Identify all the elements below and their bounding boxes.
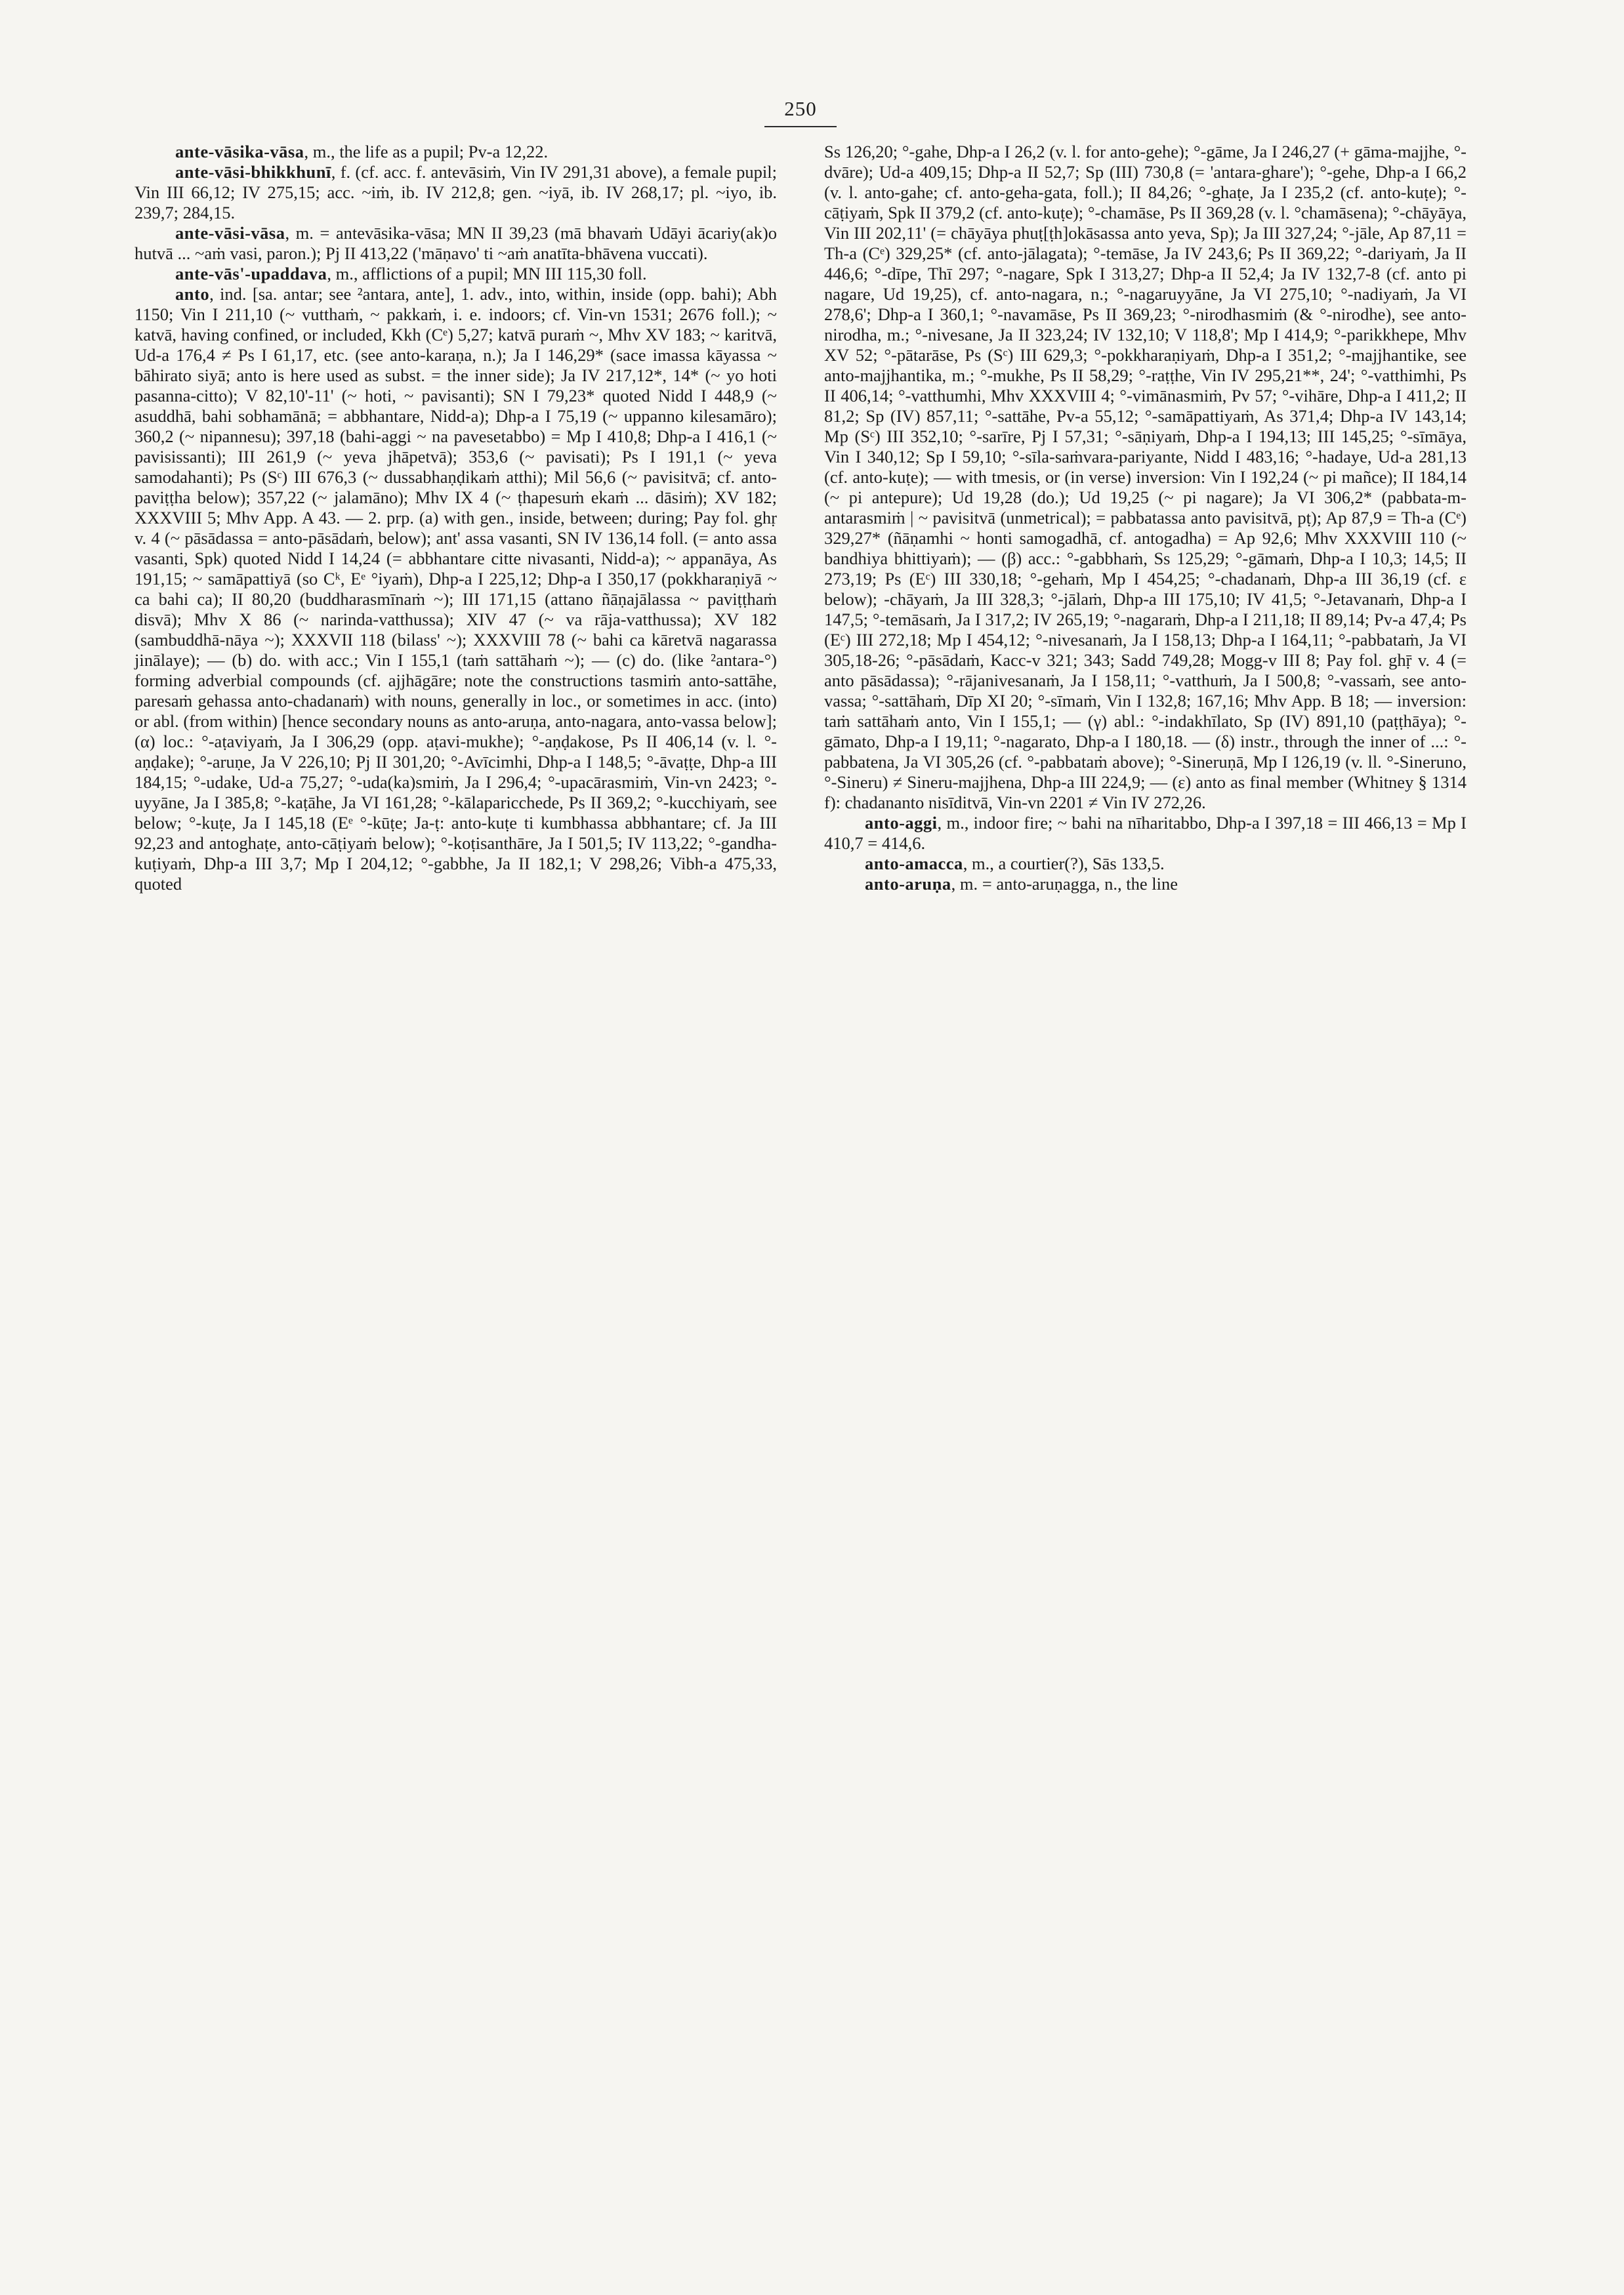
entry-body: , m., the life as a pupil; Pv-a 12,22. bbox=[304, 142, 549, 161]
page-number: 250 bbox=[764, 97, 837, 127]
entry-anto-amacca bbox=[824, 854, 1467, 874]
entry-ante-vas-upaddava bbox=[135, 264, 777, 284]
headword: ante-vās'-upaddava bbox=[175, 264, 327, 283]
text-columns bbox=[135, 142, 1467, 894]
headword: anto-aggi bbox=[865, 813, 938, 833]
entry-body: , ind. [sa. antar; see ²antara, ante], 1. adv., into, within, inside (opp. bahi); Abh 1150; Vin I 211,10 (~ vutthaṁ, ~ pakkaṁ, i. e. indoors; cf. Vin-vn 1531; 2676 foll.); ~ katvā, having confined, or included, Kkh (Cᵉ) 5,27; katvā puraṁ ~, Mhv XV 183; ~ karitvā, Ud-a 176,4 ≠ Ps I 61,17, etc. (see anto-karaṇa, n.); Ja I 146,29* (sace imassa kāyassa ~ bāhirato siyā; anto is here used as subst. = the inner side); Ja IV 217,12*, 14* (~ yo hoti pasanna-citto); V 82,10'-11' (~ hoti, ~ pavisanti); SN I 79,23* quoted Nidd I 448,9 (~ asuddhā, bahi sobhamānā; = abbhantare, Nidd-a); Dhp-a I 75,19 (~ uppanno kilesamāro); 360,2 (~ nipannesu); 397,18 (bahi-aggi ~ na pavesetabbo) = Mp I 410,8; Dhp-a I 416,1 (~ pavisissanti); III 261,9 (~ yeva jhāpetvā); 353,6 (~ pavisati); Ps I 191,1 (~ yeva samodahanti); Ps (Sᶜ) III 676,3 (~ dussabhaṇḍikaṁ atthi); Mil 56,6 (~ pavisitvā; cf. anto-paviṭṭha below); 357,22 (~ jalamāno); Mhv IX 4 (~ ṭhapesuṁ ekaṁ ... dāsiṁ); XV 182; XXXVIII 5; Mhv App. A 43. — 2. prp. (a) with gen., inside, between; during; Pay fol. ghṛ v. 4 (~ pāsādassa = anto-pāsādaṁ, below); ant' assa vasanti, SN IV 136,14 foll. (= anto assa vasanti, Spk) quoted Nidd I 14,24 (= abbhantare citte nivasanti, Nidd-a); ~ appanāya, As 191,15; ~ samāpattiyā (so Cᵏ, Eᵉ °iyaṁ), Dhp-a I 225,12; Dhp-a I 350,17 (pokkharaṇiyā ~ ca bahi ca); II 80,20 (buddharasmīnaṁ ~); III 171,15 (attano ñāṇajālassa ~ paviṭṭhaṁ disvā); Mhv X 86 (~ narinda-vatthussa); XIV 47 (~ va rāja-vatthussa); XV 182 (sambuddhā-nāya ~); XXXVII 118 (bilass' ~); XXXVIII 78 (~ bahi ca kāretvā nagarassa jinālaye); — (b) do. with acc.; Vin I 155,1 (taṁ sattāhaṁ ~); — (c) do. (like ²antara-°) forming adverbial compounds (cf. ajjhāgāre; note the constructions tasmiṁ anto-sattāhe, paresaṁ gehassa anto-chadanaṁ) with nouns, generally in loc., or sometimes in acc. (into) or abl. (from within) [hence secondary nouns as anto-aruṇa, anto-nagara, anto-vassa below]; (α) loc.: °-aṭaviyaṁ, Ja I 306,29 (opp. aṭavi-mukhe); °-aṇḍakose, Ps II 406,14 (v. l. °-aṇḍake); °-aruṇe, Ja V 226,10; Pj II 301,20; °-Avīcimhi, Dhp-a I 148,5; °-āvaṭṭe, Dhp-a III 184,15; °-udake, Ud-a 75,27; °-uda(ka)smiṁ, Ja I 296,4; °-upacārasmiṁ, Vin-vn 2423; °-uyyāne, Ja I 385,8; °-kaṭāhe, Ja VI 161,28; °-kālaparicchede, Ps II 369,2; °-kucchiyaṁ, see below; °-kuṭe, Ja I 145,18 (Eᵉ °-kūṭe; Ja-ṭ: anto-kuṭe ti kumbhassa abbhantare; cf. Ja III 92,23 and antoghaṭe, anto-cāṭiyaṁ below); °-koṭisanthāre, Ja I 501,5; IV 113,22; °-gandha-kuṭiyaṁ, Dhp-a III 3,7; Mp I 204,12; °-gabbhe, Ja II 182,1; V 298,26; Vibh-a 475,33, quoted bbox=[135, 284, 777, 894]
entry-body: , m., a courtier(?), Sās 133,5. bbox=[963, 854, 1165, 873]
entry-body: , m. = anto-aruṇagga, n., the line bbox=[951, 874, 1178, 894]
entry-anto-aggi bbox=[824, 813, 1467, 854]
headword: anto bbox=[175, 284, 210, 304]
left-column bbox=[135, 142, 777, 894]
entry-ante-vasi-vasa bbox=[135, 223, 777, 264]
entry-anto bbox=[135, 284, 777, 894]
entry-anto-aruna bbox=[824, 874, 1467, 894]
entry-body: Ss 126,20; °-gahe, Dhp-a I 26,2 (v. l. for anto-gehe); °-gāme, Ja I 246,27 (+ gāma-majjhe, °-dvāre); Ud-a 409,15; Dhp-a II 52,7; Sp (III) 730,8 (= 'antara-ghare'); °-gehe, Dhp-a I 66,2 (v. l. anto-gahe; cf. anto-geha-gata, foll.); II 84,26; °-ghaṭe, Ja I 235,2 (cf. anto-kuṭe); °-cāṭiyaṁ, Spk II 379,2 (cf. anto-kuṭe); °-chamāse, Ps II 369,28 (v. l. °chamāsena); °-chāyāya, Vin III 202,11' (= chāyāya phuṭ[ṭh]okāsassa anto yeva, Sp); Ja III 327,24; °-jāle, Ap 87,11 = Th-a (Cᵉ) 329,25* (cf. anto-jālagata); °-temāse, Ja IV 243,6; Ps II 369,22; °-dariyaṁ, Ja II 446,6; °-dīpe, Thī 297; °-nagare, Spk I 313,27; Dhp-a II 52,4; Ja IV 132,7-8 (cf. anto pi nagare, Ud 19,25), cf. anto-nagara, n.; °-nagaruyyāne, Ja VI 275,10; °-nadiyaṁ, Ja VI 278,6'; Dhp-a I 360,1; °-navamāse, Ps II 369,23; °-nirodhasmiṁ (& °-nirodhe), see anto-nirodha, m.; °-nivesane, Ja II 323,24; IV 132,10; V 118,8'; Mp I 414,9; °-parikkhepe, Mhv XV 52; °-pātarāse, Ps (Sᶜ) III 629,3; °-pokkharaṇiyaṁ, Dhp-a I 351,2; °-majjhantike, see anto-majjhantika, m.; °-mukhe, Ps II 58,29; °-raṭṭhe, Vin IV 295,21**, 24'; °-vatthimhi, Ps II 406,14; °-vatthumhi, Mhv XXXVIII 4; °-vimānasmiṁ, Pv 57; °-vihāre, Dhp-a I 411,2; II 81,2; Sp (IV) 857,11; °-sattāhe, Pv-a 55,12; °-samāpattiyaṁ, As 371,4; Dhp-a IV 143,14; Mp (Sᶜ) III 352,10; °-sarīre, Pj I 57,31; °-sāṇiyaṁ, Dhp-a I 194,13; III 145,25; °-sīmāya, Vin I 340,12; Sp I 59,10; °-sīla-saṁvara-pariyante, Nidd I 483,16; °-hadaye, Ud-a 281,13 (cf. anto-kuṭe); — with tmesis, or (in verse) inversion: Vin I 192,24 (~ pi mañce); II 184,14 (~ pi antepure); Ud 19,28 (do.); Ud 19,25 (~ pi nagare); Ja VI 306,2* (pabbata-m-antarasmiṁ | ~ pavisitvā (unmetrical); = pabbatassa anto pavisitvā, pṭ); Ap 87,9 = Th-a (Cᵉ) 329,27* (ñāṇamhi ~ honti samogadhā, cf. antogadha) = Ap 92,6; Mhv XXXVIII 110 (~ bandhiya bhittiyaṁ); — (β) acc.: °-gabbhaṁ, Ss 125,29; °-gāmaṁ, Dhp-a I 10,3; 14,5; II 273,19; Ps (Eᶜ) III 330,18; °-gehaṁ, Mp I 454,25; °-chadanaṁ, Dhp-a III 36,19 (cf. ε below); -chāyaṁ, Ja III 328,3; °-jālaṁ, Dhp-a III 175,10; IV 41,5; °-Jetavanaṁ, Dhp-a I 147,5; °-temāsaṁ, Ja I 317,2; IV 265,19; °-nagaraṁ, Dhp-a I 211,18; II 89,14; Pv-a 47,4; Ps (Eᶜ) III 272,18; Mp I 454,12; °-nivesanaṁ, Ja I 158,13; Dhp-a I 164,11; °-pabbataṁ, Ja VI 305,18-26; °-pāsādaṁ, Kacc-v 321; 343; Sadd 749,28; Mogg-v III 8; Pay fol. ghṝ v. 4 (= anto pāsādassa); °-rājanivesanaṁ, Ja I 158,11; °-vatthuṁ, Ja I 500,8; °-vassaṁ, see anto-vassa; °-sattāhaṁ, Dīp XI 20; °-sīmaṁ, Vin I 132,8; 167,16; Mhv App. B 18; — inversion: taṁ sattāhaṁ anto, Vin I 155,1; — (γ) abl.: °-indakhīlato, Sp (IV) 891,10 (paṭṭhāya); °-gāmato, Dhp-a I 19,11; °-nagarato, Dhp-a I 180,18. — (δ) instr., through the inner of ...: °-pabbatena, Ja VI 305,26 (cf. °-pabbataṁ above); °-Sineruṇā, Mp I 126,19 (v. ll. °-Sineruno, °-Sineru) ≠ Sineru-majjhena, Dhp-a III 224,9; — (ε) anto as final member (Whitney § 1314 f): chadananto nisīditvā, Vin-vn 2201 ≠ Vin IV 272,26. bbox=[824, 142, 1467, 812]
headword: ante-vāsi-bhikkhunī bbox=[175, 162, 331, 182]
headword: ante-vāsika-vāsa bbox=[175, 142, 304, 161]
headword: ante-vāsi-vāsa bbox=[175, 223, 285, 243]
entry-body: , m. = antevāsika-vāsa; MN II 39,23 (mā bhavaṁ Udāyi ācariy(ak)o hutvā ... ~aṁ vasi, paron.); Pj II 413,22 ('māṇavo' ti ~aṁ anatīta-bhāvena vuccati). bbox=[135, 223, 777, 263]
entry-body: , m., indoor fire; ~ bahi na nīharitabbo, Dhp-a I 397,18 = III 466,13 = Mp I 410,7 = 414,6. bbox=[824, 813, 1467, 853]
entry-ante-vasika-vasa bbox=[135, 142, 777, 162]
right-column bbox=[824, 142, 1467, 894]
entry-anto-continuation bbox=[824, 142, 1467, 813]
entry-body: , m., afflictions of a pupil; MN III 115,30 foll. bbox=[327, 264, 647, 283]
entry-ante-vasi-bhikkhuni bbox=[135, 162, 777, 223]
entry-body: , f. (cf. acc. f. antevāsiṁ, Vin IV 291,31 above), a female pupil; Vin III 66,12; IV 275,15; acc. ~iṁ, ib. IV 212,8; gen. ~iyā, ib. IV 268,17; pl. ~iyo, ib. 239,7; 284,15. bbox=[135, 162, 777, 222]
headword: anto-amacca bbox=[865, 854, 963, 873]
page-header bbox=[135, 97, 1467, 127]
headword: anto-aruṇa bbox=[865, 874, 951, 894]
